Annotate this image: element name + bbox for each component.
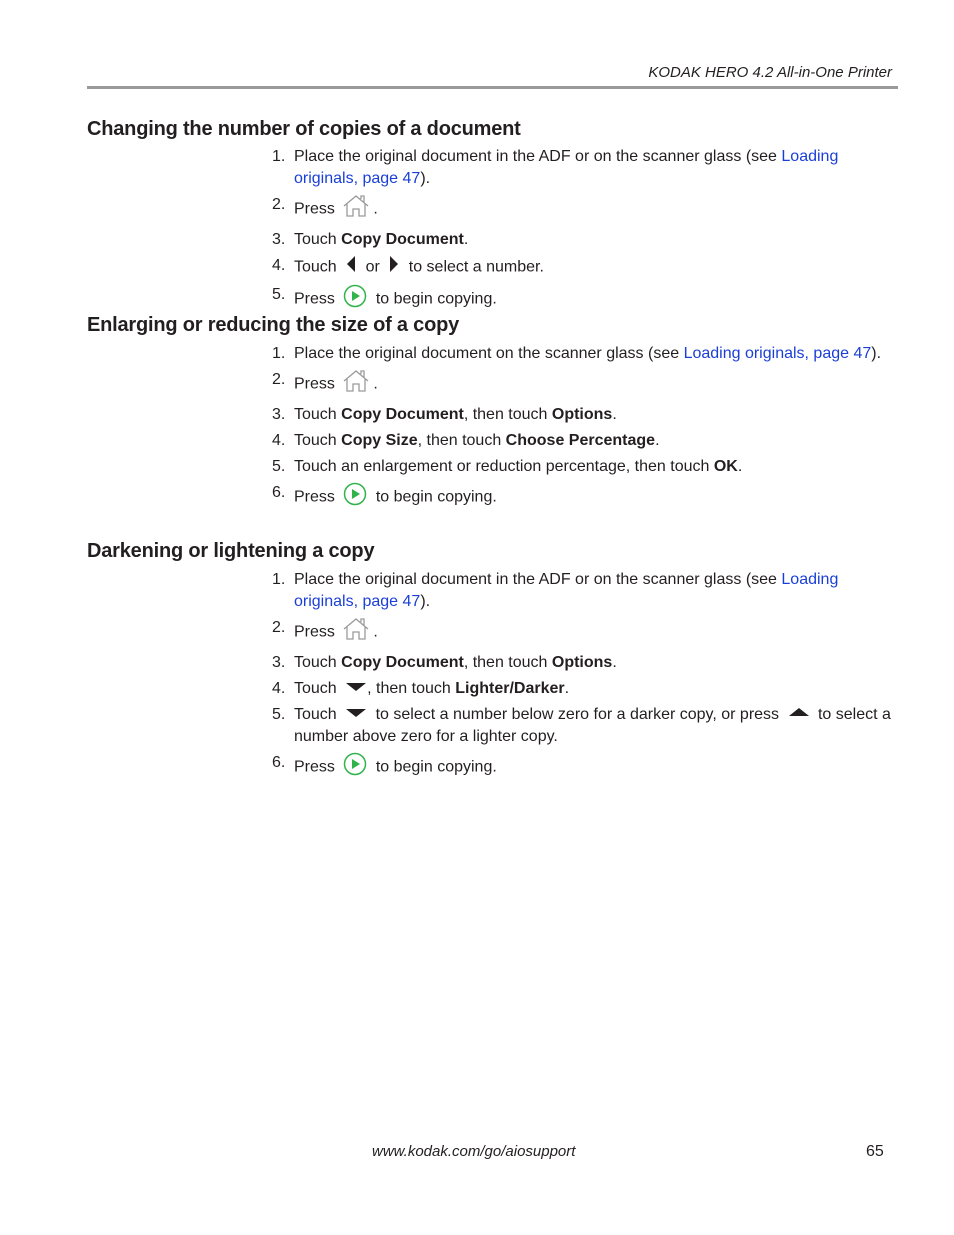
list-item bbox=[272, 343, 892, 365]
step-number: 3. bbox=[272, 654, 286, 671]
step-text: Press bbox=[294, 290, 335, 308]
step-text: Press bbox=[294, 200, 335, 218]
step-text: Touch bbox=[294, 706, 337, 724]
list-item bbox=[272, 617, 892, 648]
step-text: , then touch bbox=[367, 680, 456, 698]
left-arrow-icon bbox=[345, 255, 357, 280]
step-text: to begin copying. bbox=[375, 488, 497, 506]
section-darken-lighten bbox=[87, 539, 898, 787]
list-item bbox=[272, 229, 892, 251]
start-icon bbox=[343, 482, 367, 513]
step-text: , then touch bbox=[463, 406, 552, 423]
step-text: Touch an enlargement or reduction percentage, then touch bbox=[294, 458, 714, 475]
list-item bbox=[272, 456, 892, 478]
section-title: Darkening or lightening a copy bbox=[87, 540, 375, 562]
step-bold: Choose Percentage bbox=[505, 432, 656, 449]
header-rule bbox=[87, 86, 898, 89]
step-text: Touch bbox=[294, 258, 337, 276]
page-number: 65 bbox=[866, 1143, 884, 1160]
step-text: . bbox=[737, 458, 743, 475]
step-bold: OK bbox=[713, 458, 738, 475]
step-text: . bbox=[373, 200, 378, 218]
steps-list bbox=[272, 569, 892, 783]
step-number: 2. bbox=[272, 371, 286, 388]
step-number: 1. bbox=[272, 148, 286, 165]
step-number: 3. bbox=[272, 231, 286, 248]
home-icon bbox=[341, 194, 371, 225]
down-arrow-icon bbox=[345, 678, 367, 700]
step-text: to select a number. bbox=[408, 258, 544, 276]
section-copies bbox=[87, 117, 898, 319]
step-text: Press bbox=[294, 488, 335, 506]
up-arrow-icon bbox=[788, 704, 810, 726]
steps-list bbox=[272, 146, 892, 315]
list-item bbox=[272, 284, 892, 315]
section-title: Enlarging or reducing the size of a copy bbox=[87, 314, 460, 336]
list-item bbox=[272, 704, 892, 748]
steps-list bbox=[272, 343, 892, 513]
step-text: Press bbox=[294, 623, 335, 641]
step-number: 5. bbox=[272, 286, 286, 303]
step-bold: Copy Document bbox=[341, 406, 464, 423]
step-bold: Options bbox=[551, 654, 613, 671]
start-icon bbox=[343, 752, 367, 783]
step-text: . bbox=[373, 623, 378, 641]
step-text: or bbox=[365, 258, 380, 276]
loading-originals-link[interactable]: Loading originals, page 47 bbox=[683, 345, 872, 362]
list-item bbox=[272, 194, 892, 225]
step-number: 4. bbox=[272, 257, 286, 274]
step-number: 3. bbox=[272, 406, 286, 423]
step-text: . bbox=[373, 375, 378, 393]
step-number: 5. bbox=[272, 706, 286, 724]
step-text: ). bbox=[871, 345, 882, 362]
step-number: 1. bbox=[272, 345, 286, 362]
step-text: Place the original document in the ADF or on the scanner glass (see bbox=[294, 148, 782, 165]
down-arrow-icon bbox=[345, 704, 367, 726]
step-number: 4. bbox=[272, 432, 286, 449]
list-item bbox=[272, 482, 892, 513]
step-text: , then touch bbox=[463, 654, 552, 671]
step-bold: Copy Size bbox=[341, 432, 418, 449]
step-text: to select a number below zero for a darker copy, or press bbox=[375, 706, 780, 724]
step-text: Place the original document on the scanner glass (see bbox=[294, 345, 684, 362]
step-text: to begin copying. bbox=[375, 759, 497, 777]
step-text: . bbox=[655, 432, 660, 449]
loading-originals-link[interactable]: Loading originals, page 47 bbox=[294, 571, 839, 610]
step-text: to select a number above zero for a lighter copy. bbox=[294, 706, 891, 746]
list-item bbox=[272, 146, 892, 190]
step-text: Touch bbox=[294, 406, 342, 423]
step-number: 4. bbox=[272, 680, 286, 697]
home-icon bbox=[341, 369, 371, 400]
step-text: Touch bbox=[294, 231, 342, 248]
section-title: Changing the number of copies of a document bbox=[87, 118, 521, 140]
step-text: Place the original document in the ADF or on the scanner glass (see bbox=[294, 571, 782, 588]
step-text: , then touch bbox=[417, 432, 506, 449]
right-arrow-icon bbox=[388, 255, 400, 280]
step-number: 1. bbox=[272, 571, 286, 588]
list-item bbox=[272, 678, 892, 700]
step-text: to begin copying. bbox=[375, 290, 497, 308]
list-item bbox=[272, 255, 892, 280]
list-item bbox=[272, 569, 892, 613]
list-item bbox=[272, 430, 892, 452]
step-number: 5. bbox=[272, 458, 286, 475]
step-bold: Copy Document bbox=[341, 231, 464, 248]
step-bold: Lighter/Darker bbox=[455, 680, 565, 698]
running-header: KODAK HERO 4.2 All-in-One Printer bbox=[648, 64, 892, 81]
start-icon bbox=[343, 284, 367, 315]
step-text: . bbox=[463, 231, 469, 248]
section-enlarge-reduce bbox=[87, 313, 898, 517]
step-number: 6. bbox=[272, 484, 286, 501]
step-text: Touch bbox=[294, 654, 342, 671]
step-bold: Copy Document bbox=[341, 654, 464, 671]
home-icon bbox=[341, 617, 371, 648]
step-text: Touch bbox=[294, 432, 342, 449]
list-item bbox=[272, 752, 892, 783]
step-text: ). bbox=[420, 170, 431, 187]
loading-originals-link[interactable]: Loading originals, page 47 bbox=[294, 148, 839, 187]
footer-url: www.kodak.com/go/aiosupport bbox=[372, 1143, 576, 1160]
list-item bbox=[272, 652, 892, 674]
step-text: . bbox=[612, 654, 617, 671]
step-text: Press bbox=[294, 375, 335, 393]
list-item bbox=[272, 404, 892, 426]
list-item bbox=[272, 369, 892, 400]
step-text: Press bbox=[294, 759, 335, 777]
step-text: ). bbox=[420, 593, 431, 610]
step-text: . bbox=[612, 406, 617, 423]
step-text: Touch bbox=[294, 680, 337, 698]
step-text: . bbox=[564, 680, 570, 698]
step-number: 6. bbox=[272, 754, 286, 772]
step-number: 2. bbox=[272, 196, 286, 213]
step-number: 2. bbox=[272, 619, 286, 636]
step-bold: Options bbox=[551, 406, 613, 423]
